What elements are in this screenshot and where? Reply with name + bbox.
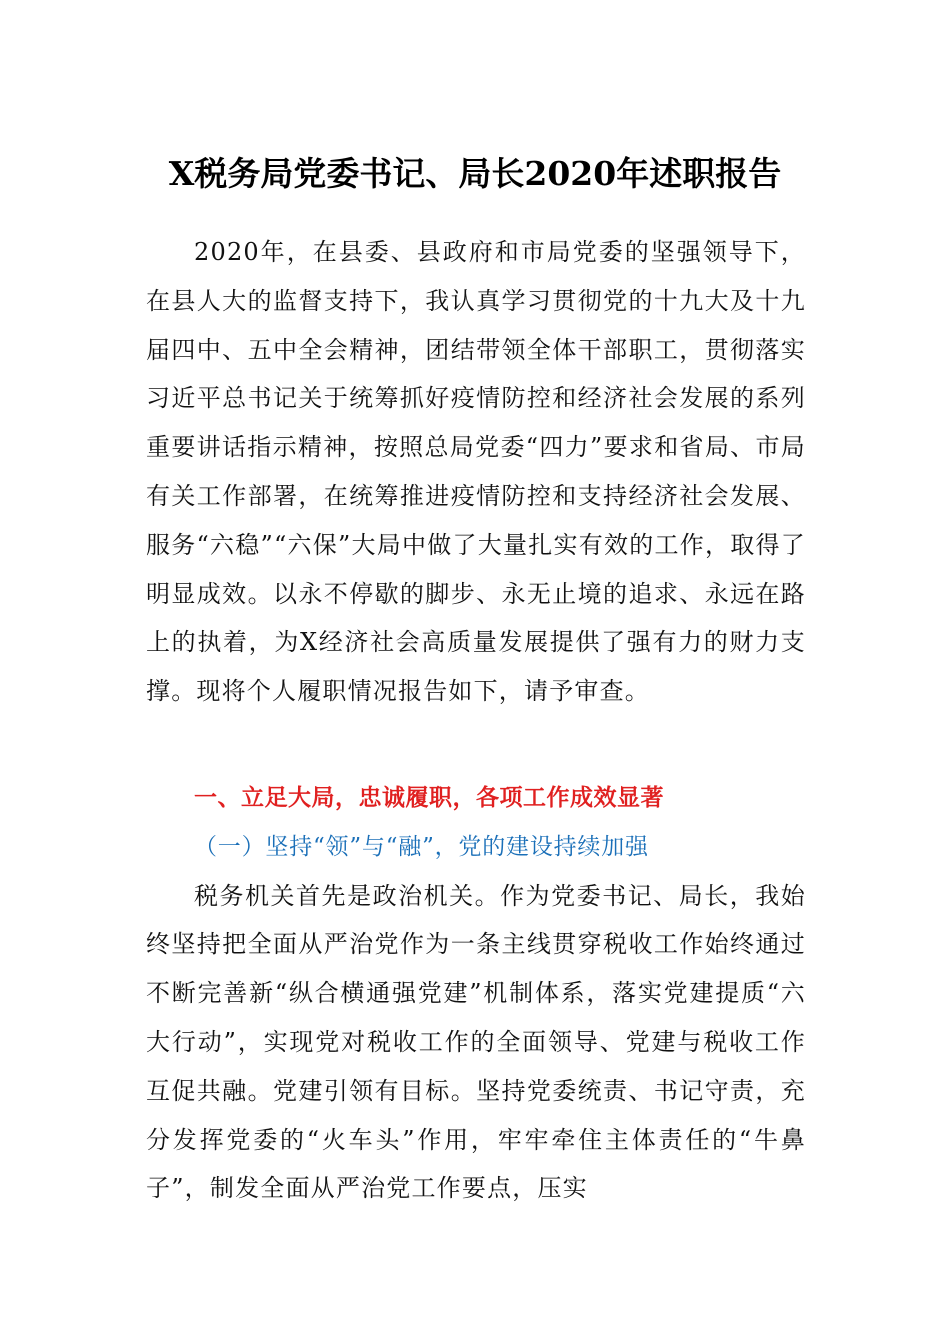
subsection-heading: （一）坚持“领”与“融”，党的建设持续加强 (194, 833, 649, 860)
section-heading: 一、立足大局，忠诚履职，各项工作成效显著 (194, 785, 664, 811)
document-title: X税务局党委书记、局长2020年述职报告 (168, 154, 782, 193)
body-paragraph: 税务机关首先是政治机关。作为党委书记、局长，我始终坚持把全面从严治党作为一条主线贯穿税收工作始终通过不断完善新“纵合横通强党建”机制体系，落实党建提质“六大行动”，实现党对税收工作的全面领导、党建与税收工作互促共融。党建引领有目标。坚持党委统责、书记守责，充分发挥党委的“火车头”作用，牢牢牵住主体责任的“牛鼻子”，制发全面从严治党工作要点，压实 (146, 881, 806, 1203)
section-block (146, 774, 806, 1213)
intro-block (146, 228, 806, 716)
intro-paragraph: 2020年，在县委、县政府和市局党委的坚强领导下，在县人大的监督支持下，我认真学习贯彻党的十九大及十九届四中、五中全会精神，团结带领全体干部职工，贯彻落实习近平总书记关于统筹抓好疫情防控和经济社会发展的系列重要讲话指示精神，按照总局党委“四力”要求和省局、市局有关工作部署，在统筹推进疫情防控和支持经济社会发展、服务“六稳”“六保”大局中做了大量扎实有效的工作，取得了明显成效。以永不停歇的脚步、永无止境的追求、永远在路上的执着，为X经济社会高质量发展提供了强有力的财力支撑。现将个人履职情况报告如下，请予审查。 (146, 238, 806, 706)
